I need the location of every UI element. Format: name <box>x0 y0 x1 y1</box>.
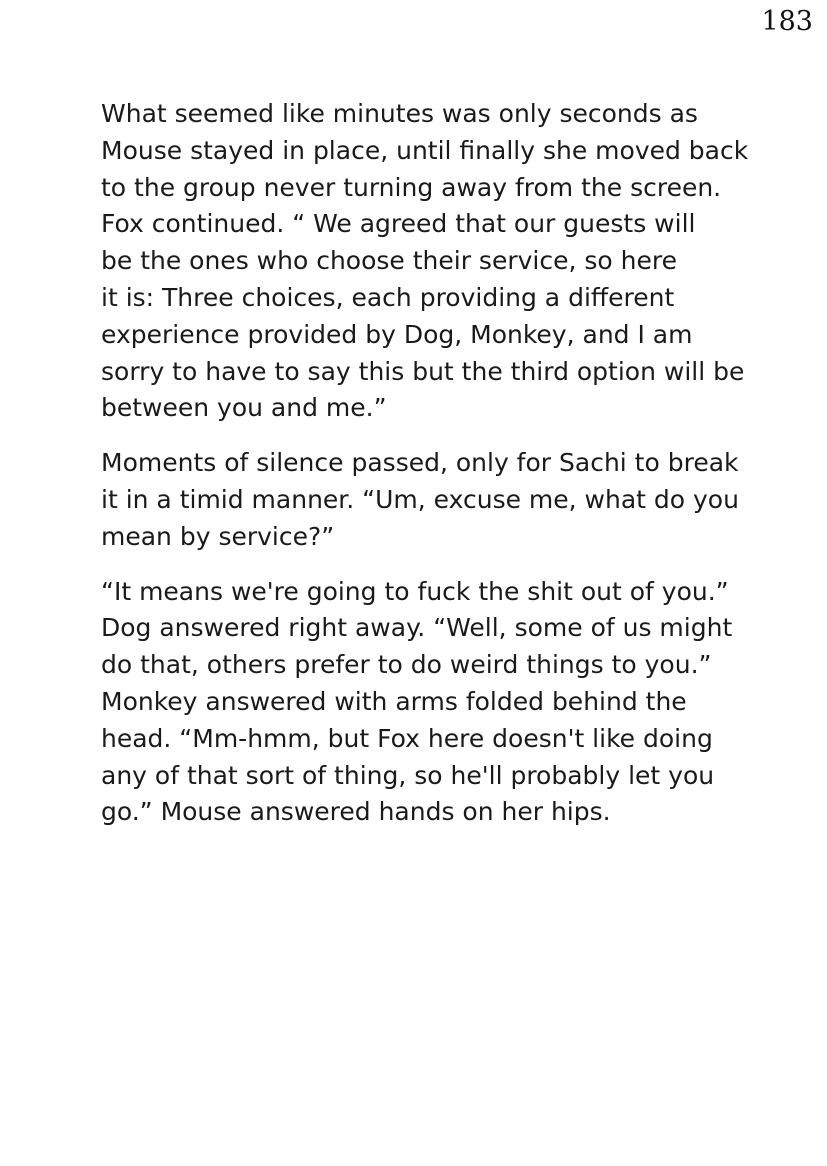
page-number: 183 <box>761 6 813 37</box>
text-line: any of that sort of thing, so he'll probably let you <box>101 760 715 790</box>
text-line: Moments of silence passed, only for Sachi to break <box>101 448 739 478</box>
text-line: to the group never turning away from the screen. <box>101 172 722 202</box>
text-line: Monkey answered with arms folded behind the <box>101 686 687 716</box>
paragraph-3 <box>101 574 791 832</box>
text-line: sorry to have to say this but the third option will be <box>101 356 745 386</box>
text-line: What seemed like minutes was only seconds as <box>101 99 698 128</box>
text-line: do that, others prefer to do weird things to you.” <box>101 650 712 680</box>
text-line: be the ones who choose their service, so here <box>101 246 677 276</box>
text-line: mean by service?” <box>101 521 335 551</box>
paragraph-1 <box>101 96 791 427</box>
text-line: it is: Three choices, each providing a different <box>101 282 675 312</box>
text-line: Mouse stayed in place, until finally she moved back <box>101 135 749 165</box>
text-line: head. “Mm-hmm, but Fox here doesn't like doing <box>101 723 713 753</box>
text-line: “It means we're going to fuck the shit out of you.” <box>101 576 729 606</box>
text-line: Fox continued. “ We agreed that our guests will <box>101 209 696 239</box>
text-line: it in a timid manner. “Um, excuse me, what do you <box>101 484 739 514</box>
text-line: between you and me.” <box>101 393 387 423</box>
text-line: go.” Mouse answered hands on her hips. <box>101 797 611 827</box>
body-text <box>101 96 791 849</box>
text-line: experience provided by Dog, Monkey, and I am <box>101 319 693 349</box>
text-line: Dog answered right away. “Well, some of us might <box>101 613 733 643</box>
paragraph-2 <box>101 445 791 555</box>
